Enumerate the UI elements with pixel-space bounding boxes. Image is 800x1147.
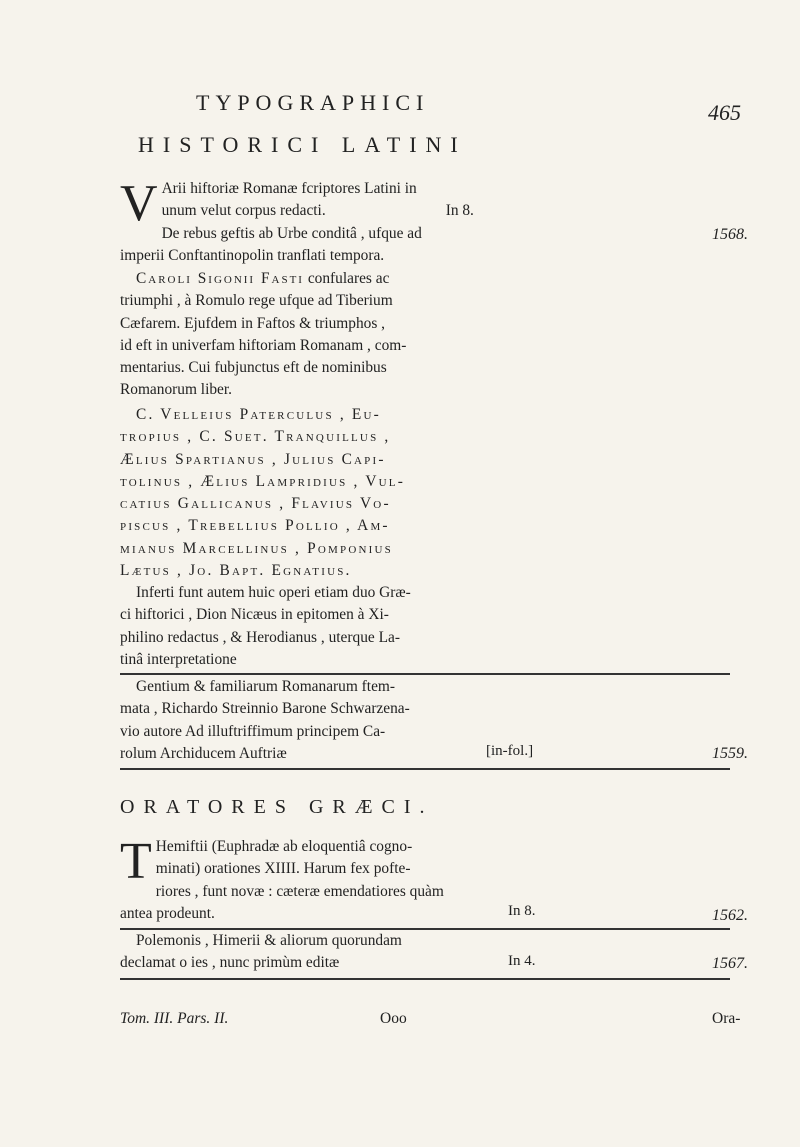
format-label: In 8. — [508, 903, 536, 919]
dropcap: T — [120, 833, 152, 890]
running-head-line1: TYPOGRAPHICI — [196, 90, 430, 115]
section-title: ORATORES GRÆCI. — [120, 796, 434, 818]
text-line: Gentium & familiarum Romanarum ftem- — [136, 678, 396, 695]
text-line: tropius , C. Suet. Tranquillus , — [120, 428, 391, 446]
entry-themistius — [120, 833, 575, 925]
text-line: unum velut corpus redacti. In 8. — [161, 202, 474, 220]
year-label: 1567. — [712, 955, 748, 972]
text-line: ci hiftorici , Dion Nicæus in epitomen à Xi- — [120, 606, 389, 624]
format-label: In 8. — [445, 202, 474, 220]
footer-volume: Tom. III. Pars. II. — [120, 1010, 229, 1027]
entry-polemonis — [120, 930, 575, 975]
text-line: imperii Conftantinopolin tranflati tempora. — [120, 246, 385, 264]
divider-rule — [120, 978, 730, 980]
text-line: Lætus , Jo. Bapt. Egnatius. — [120, 562, 352, 580]
text-line: minati) orationes XIIII. Harum fex pofte- — [155, 860, 411, 878]
text-line: De rebus geftis ab Urbe conditâ , ufque ad — [161, 224, 422, 242]
text-line: rolum Archiducem Auftriæ — [120, 744, 287, 762]
format-label: [in-fol.] — [486, 743, 534, 759]
footer-catchword: Ora- — [712, 1010, 741, 1027]
text-line: catius Gallicanus , Flavius Vo- — [120, 495, 391, 513]
text-line: tolinus , Ælius Lampridius , Vul- — [120, 472, 406, 490]
text-line: piscus , Trebellius Pollio , Am- — [120, 517, 390, 535]
text-line: Hemiftii (Euphradæ ab eloquentiâ cogno- — [155, 838, 413, 855]
insert-note — [120, 582, 575, 671]
text-line: Arii hiftoriæ Romanæ fcriptores Latini in — [161, 180, 417, 197]
text-line: triumphi , à Romulo rege ufque ad Tiberium — [120, 292, 393, 310]
text-line: mata , Richardo Streinnio Barone Schwarzena- — [120, 700, 410, 718]
text-line: Polemonis , Himerii & aliorum quorundam — [136, 932, 402, 949]
entry-sigonius — [120, 268, 575, 402]
authors-list — [120, 404, 575, 582]
text-line: Romanorum liber. — [120, 381, 232, 399]
text-line: antea prodeunt. — [120, 904, 215, 922]
text-line: id eft in univerfam hiftoriam Romanam , com- — [120, 336, 407, 354]
running-head-line2: HISTORICI LATINI — [138, 132, 467, 157]
author-name: Caroli Sigonii Fasti — [136, 270, 304, 287]
text-line: Inferti funt autem huic operi etiam duo Græ- — [136, 584, 411, 601]
entry-varii — [120, 175, 575, 267]
text-line: mianus Marcellinus , Pomponius — [120, 539, 393, 557]
page-number: 465 — [708, 100, 741, 125]
text-line: Ælius Spartianus , Julius Capi- — [120, 450, 386, 468]
text-line: vio autore Ad illuftriffimum principem Ca- — [120, 722, 386, 740]
year-label: 1568. — [712, 226, 748, 243]
text-line: Caroli Sigonii Fasti confulares ac — [136, 270, 390, 287]
footer-signature: Ooo — [380, 1010, 407, 1027]
text-line: riores , funt novæ : cæteræ emendatiores quàm — [155, 882, 444, 900]
divider-rule — [120, 673, 730, 675]
text-line: C. Velleius Paterculus , Eu- — [136, 406, 381, 423]
text-line: philino redactus , & Herodianus , uterque La- — [120, 628, 400, 646]
year-label: 1562. — [712, 907, 748, 924]
text-line: declamat o ies , nunc primùm editæ — [120, 954, 340, 972]
year-label: 1559. — [712, 745, 748, 762]
format-label: In 4. — [508, 953, 536, 969]
text-line: Cæfarem. Ejufdem in Faftos & triumphos , — [120, 314, 386, 332]
divider-rule — [120, 768, 730, 770]
text-line: mentarius. Cui fubjunctus eft de nominibus — [120, 359, 387, 377]
dropcap: V — [120, 175, 158, 232]
text-line: tinâ interpretatione — [120, 650, 237, 668]
